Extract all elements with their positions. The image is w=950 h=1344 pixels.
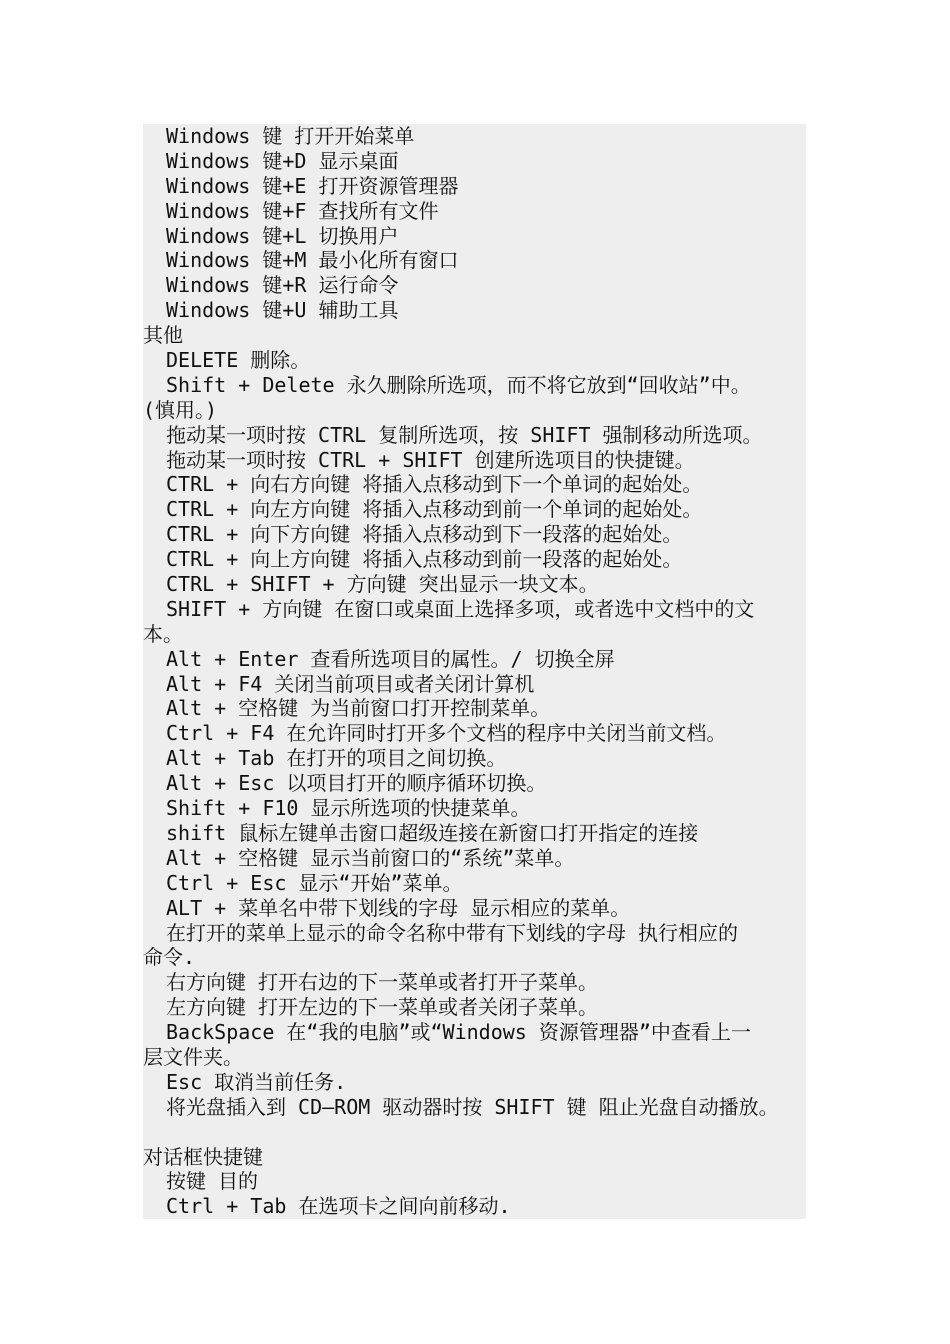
text-line: 按键 目的	[166, 1169, 259, 1194]
text-line: CTRL + 向右方向键 将插入点移动到下一个单词的起始处。	[166, 472, 703, 497]
text-line: Shift + Delete 永久删除所选项，而不将它放到“回收站”中。	[166, 372, 751, 397]
text-line: Ctrl + F4 在允许同时打开多个文档的程序中关闭当前文档。	[166, 721, 727, 746]
shortcut-text-block	[143, 124, 806, 1219]
text-line: Windows 键+U 辅助工具	[166, 298, 399, 323]
text-line-flush: 对话框快捷键	[143, 1144, 263, 1169]
text-line: Windows 键+R 运行命令	[166, 273, 399, 298]
text-line: DELETE 删除。	[166, 348, 311, 373]
text-line: ALT + 菜单名中带下划线的字母 显示相应的菜单。	[166, 895, 631, 920]
text-line: 拖动某一项时按 CTRL 复制所选项，按 SHIFT 强制移动所选项。	[166, 422, 763, 447]
text-line: Shift + F10 显示所选项的快捷菜单。	[166, 796, 531, 821]
text-line: CTRL + SHIFT + 方向键 突出显示一块文本。	[166, 572, 599, 597]
text-line: CTRL + 向下方向键 将插入点移动到下一段落的起始处。	[166, 522, 683, 547]
text-line: Esc 取消当前任务.	[166, 1069, 347, 1094]
text-line-flush: 其他	[143, 323, 183, 348]
text-line: Ctrl + Esc 显示“开始”菜单。	[166, 870, 463, 895]
text-line: Windows 键+M 最小化所有窗口	[166, 248, 459, 273]
text-line: shift 鼠标左键单击窗口超级连接在新窗口打开指定的连接	[166, 820, 699, 845]
text-line: CTRL + 向上方向键 将插入点移动到前一段落的起始处。	[166, 547, 683, 572]
text-line: Alt + Esc 以项目打开的顺序循环切换。	[166, 771, 547, 796]
text-line: Alt + 空格键 显示当前窗口的“系统”菜单。	[166, 845, 575, 870]
text-line: 右方向键 打开右边的下一菜单或者打开子菜单。	[166, 970, 599, 995]
text-line: Alt + Enter 查看所选项目的属性。/ 切换全屏	[166, 646, 615, 671]
text-line: 拖动某一项时按 CTRL + SHIFT 创建所选项目的快捷键。	[166, 447, 695, 472]
text-line: Windows 键 打开开始菜单	[166, 124, 415, 148]
text-line: CTRL + 向左方向键 将插入点移动到前一个单词的起始处。	[166, 497, 703, 522]
text-line: Alt + F4 关闭当前项目或者关闭计算机	[166, 671, 535, 696]
blank-line	[143, 1120, 806, 1145]
text-line: Windows 键+D 显示桌面	[166, 148, 399, 173]
text-line: Alt + Tab 在打开的项目之间切换。	[166, 746, 507, 771]
text-line: Windows 键+E 打开资源管理器	[166, 173, 459, 198]
text-line: Ctrl + Tab 在选项卡之间向前移动.	[166, 1194, 511, 1219]
text-line: Windows 键+F 查找所有文件	[166, 198, 439, 223]
text-line-flush: (慎用。)	[143, 397, 218, 422]
text-line: 在打开的菜单上显示的命令名称中带有下划线的字母 执行相应的	[166, 920, 739, 945]
text-line-flush: 本。	[143, 621, 183, 646]
text-line-flush: 命令.	[143, 945, 196, 970]
text-line: SHIFT + 方向键 在窗口或桌面上选择多项，或者选中文档中的文	[166, 596, 755, 621]
text-line: Windows 键+L 切换用户	[166, 223, 399, 248]
text-line: 左方向键 打开左边的下一菜单或者关闭子菜单。	[166, 995, 599, 1020]
text-line: BackSpace 在“我的电脑”或“Windows 资源管理器”中查看上一	[166, 1020, 751, 1045]
text-line: 将光盘插入到 CD—ROM 驱动器时按 SHIFT 键 阻止光盘自动播放。	[166, 1094, 779, 1119]
text-line: Alt + 空格键 为当前窗口打开控制菜单。	[166, 696, 551, 721]
text-line-flush: 层文件夹。	[143, 1044, 243, 1069]
